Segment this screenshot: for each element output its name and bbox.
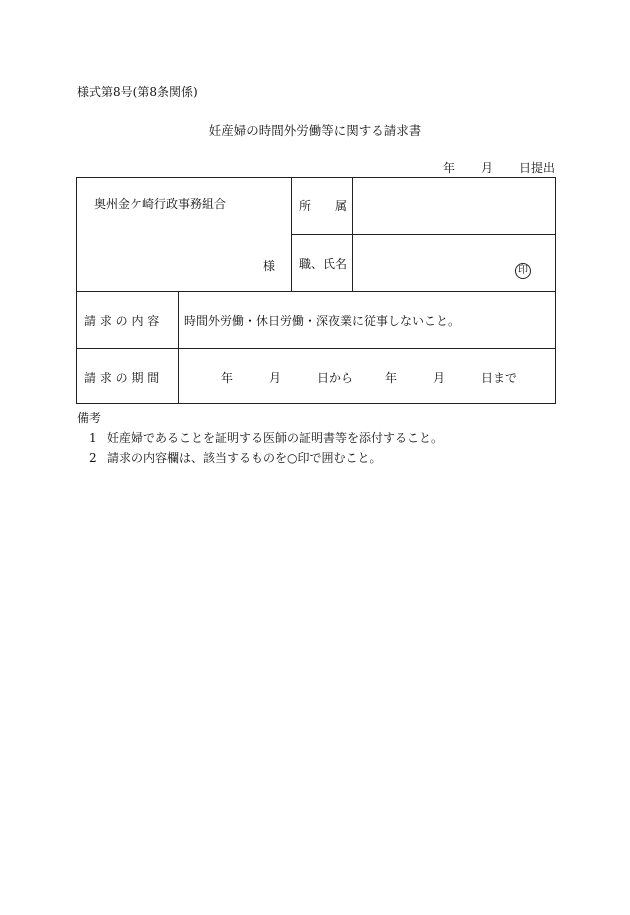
- period-until: 日まで: [481, 371, 518, 385]
- honorific: 様: [263, 259, 276, 273]
- date-year: 年: [442, 161, 455, 175]
- name-label: 職、氏名: [299, 257, 348, 271]
- divider-affiliation: [291, 234, 556, 235]
- request-content-value: 時間外労働・休日労働・深夜業に従事しないこと。: [184, 314, 461, 328]
- request-form-table: [76, 177, 556, 404]
- note-item: [89, 452, 381, 464]
- period-month-end: 月: [433, 371, 446, 385]
- divider-addressee: [291, 178, 292, 291]
- submission-date: [443, 162, 555, 174]
- period-year-start: 年: [221, 371, 234, 385]
- request-period-label: 請 求 の 期 間: [84, 371, 160, 385]
- divider-row2: [77, 348, 556, 349]
- period-month-start: 月: [269, 371, 282, 385]
- divider-lower-labels: [178, 291, 179, 404]
- date-month: 月: [480, 161, 493, 175]
- note-text: 妊産婦であることを証明する医師の証明書等を添付すること。: [107, 431, 444, 445]
- divider-label-value: [352, 178, 353, 291]
- addressee-name: 奥州金ケ崎行政事務組合: [94, 197, 227, 211]
- period-from: 日から: [317, 371, 354, 385]
- note-text: 請求の内容欄は、該当するものを○印で囲むこと。: [107, 451, 382, 465]
- affiliation-label: 所 属: [299, 199, 348, 213]
- document-title: 妊産婦の時間外労働等に関する請求書: [208, 123, 422, 138]
- note-number: 2: [89, 451, 97, 465]
- date-day-submitted: 日提出: [518, 161, 555, 175]
- form-number: 様式第8号(第8条関係): [77, 85, 198, 99]
- note-number: 1: [89, 431, 97, 445]
- seal-mark: 印: [515, 263, 531, 279]
- notes-title: 備考: [77, 411, 102, 425]
- note-item: [89, 432, 443, 444]
- request-content-label: 請 求 の 内 容: [84, 314, 160, 328]
- divider-row1: [77, 291, 556, 292]
- period-year-end: 年: [385, 371, 398, 385]
